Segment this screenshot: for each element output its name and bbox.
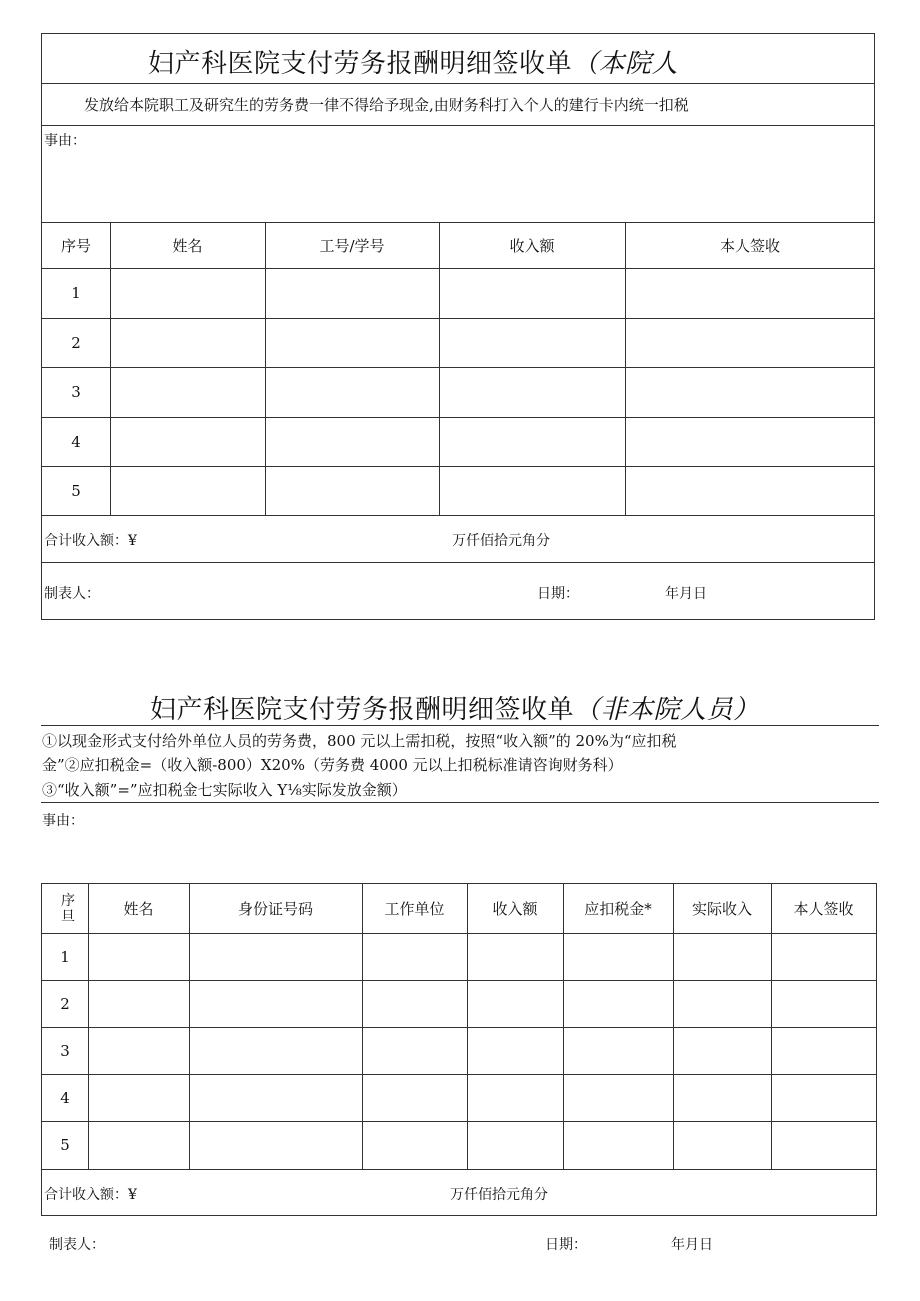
date-label: 日期： xyxy=(537,586,579,602)
maker-label: 制表人： xyxy=(44,586,100,602)
row-number: 2 xyxy=(71,333,81,352)
row-number: 5 xyxy=(60,1136,70,1154)
row-number: 1 xyxy=(71,284,81,302)
page-title xyxy=(150,689,760,726)
date-label: 日期： xyxy=(545,1237,587,1253)
divider xyxy=(42,83,874,84)
divider xyxy=(42,562,874,563)
reason-field[interactable] xyxy=(90,808,875,878)
date-units: 年月日 xyxy=(671,1237,713,1253)
divider xyxy=(42,1027,876,1028)
row-number: 3 xyxy=(60,1041,70,1060)
col-header-work-unit: 工作单位 xyxy=(384,900,445,918)
divider xyxy=(41,802,879,803)
divider xyxy=(42,515,874,516)
amount-units: 万仟佰拾元角分 xyxy=(450,1187,548,1203)
title-suffix: （本院人 xyxy=(572,49,679,79)
col-header-staff-id: 工号/学号 xyxy=(319,236,385,255)
reason-field[interactable] xyxy=(92,130,870,218)
col-header-id-number: 身份证号码 xyxy=(237,900,313,918)
divider xyxy=(42,417,874,418)
divider xyxy=(42,1169,876,1170)
total-income-label: 合计收入额：¥ xyxy=(44,533,137,549)
col-header-signature: 本人签收 xyxy=(793,900,854,918)
divider xyxy=(42,1121,876,1122)
col-header-income: 收入额 xyxy=(492,900,538,918)
divider xyxy=(42,980,876,981)
row-number: 4 xyxy=(71,432,81,451)
col-header-index: 序旦 xyxy=(61,892,75,925)
notice-text: 发放给本院职工及研究生的劳务费一律不得给予现金,由财务科打入个人的建行卡内统一扣税 xyxy=(84,96,689,114)
staff-payment-form xyxy=(41,33,875,620)
divider xyxy=(42,125,874,126)
divider xyxy=(42,268,874,269)
tax-note-line2: 金”②应扣税金=（收入额-800）X20%（劳务费 4000 元以上扣税标准请咨询财务科） xyxy=(42,756,623,774)
page-title xyxy=(148,43,678,80)
title-main: 妇产科医院支付劳务报酬明细签收单 xyxy=(148,49,573,79)
col-header-index: 序号 xyxy=(60,236,91,255)
divider xyxy=(42,466,874,467)
divider xyxy=(42,1074,876,1075)
col-header-income: 收入额 xyxy=(509,236,555,255)
reason-label: 事由： xyxy=(42,813,84,829)
row-number: 5 xyxy=(71,481,81,500)
title-suffix: （非本院人员） xyxy=(574,695,760,725)
title-main: 妇产科医院支付劳务报酬明细签收单 xyxy=(150,695,575,725)
divider xyxy=(42,367,874,368)
amount-units: 万仟佰拾元角分 xyxy=(452,533,550,549)
row-number: 1 xyxy=(60,947,70,966)
external-payment-form xyxy=(41,883,877,1216)
divider xyxy=(41,725,879,726)
row-number: 2 xyxy=(60,994,70,1013)
row-number: 4 xyxy=(60,1088,70,1107)
maker-label: 制表人： xyxy=(49,1237,105,1253)
col-header-name: 姓名 xyxy=(123,900,154,918)
tax-note-line3: ③“收入额”=”应扣税金七实际收入 Y⅛实际发放金额） xyxy=(42,781,407,799)
col-header-signature: 本人签收 xyxy=(719,236,780,255)
tax-note-line1: ①以现金形式支付给外单位人员的劳务费，800 元以上需扣税，按照“收入额”的 20%为“应扣税 xyxy=(42,732,677,750)
total-income-label: 合计收入额：¥ xyxy=(44,1187,137,1203)
row-number: 3 xyxy=(71,383,81,401)
col-header-name: 姓名 xyxy=(172,236,203,255)
divider xyxy=(42,933,876,934)
col-header-tax: 应扣税金* xyxy=(584,900,652,918)
col-header-net-income: 实际收入 xyxy=(691,900,752,918)
reason-label: 事由： xyxy=(44,133,86,149)
date-units: 年月日 xyxy=(665,586,707,602)
divider xyxy=(42,318,874,319)
